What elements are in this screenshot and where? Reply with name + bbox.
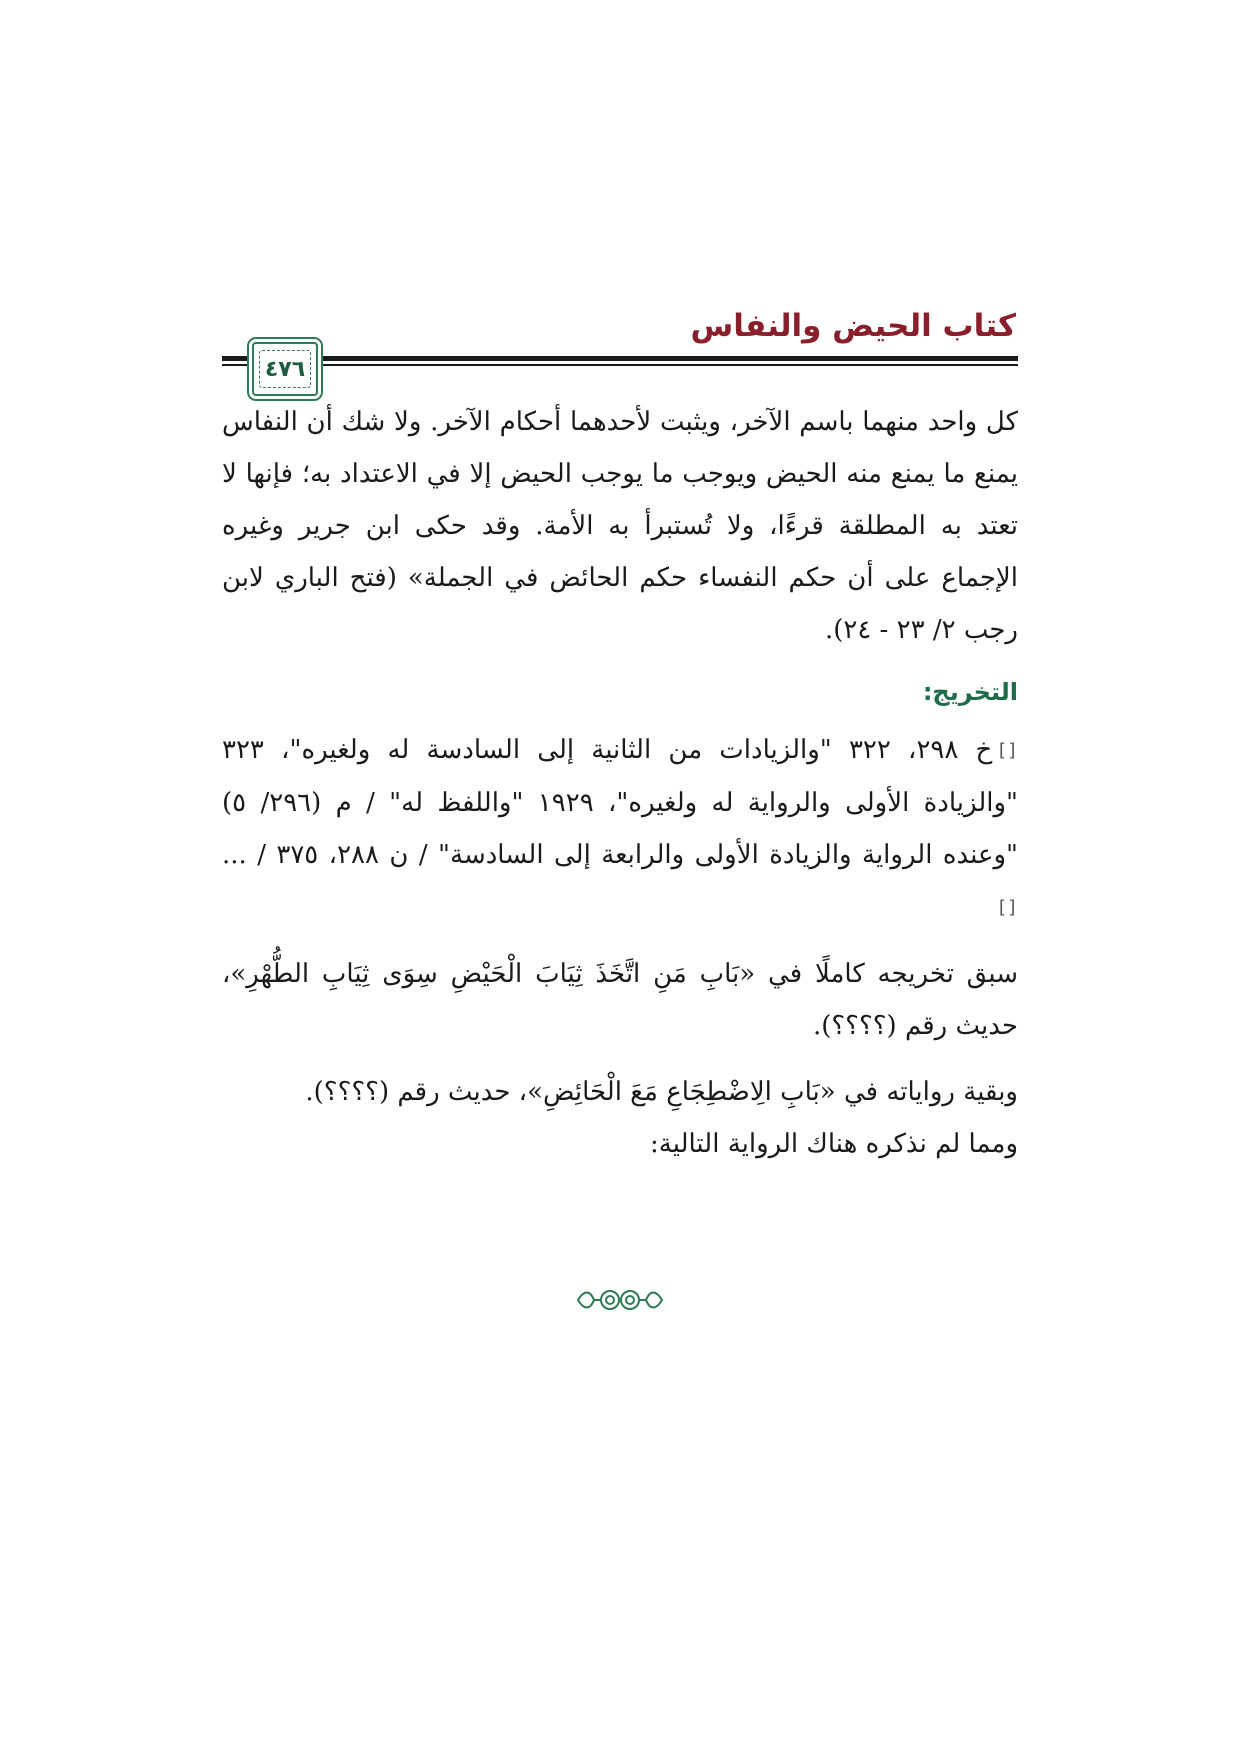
takhrij-paragraph [222,724,1018,934]
takhrij-text: خ ٢٩٨، ٣٢٢ "والزيادات من الثانية إلى السادسة له ولغيره"، ٣٢٣ "والزيادة الأولى والرواية له ولغيره"، ١٩٢٩ "واللفظ له" / م (٢٩٦/ ٥) "وعنده الرواية والزيادة الأولى والرابعة إلى السادسة" / ن ٢٨٨، ٣٧٥ / ... [222,735,1018,870]
book-title: كتاب الحيض والنفاس [690,308,1016,344]
header-rule-thick [222,356,1018,361]
header-rule-thin [222,364,1018,366]
page-number-frame [252,342,318,396]
bracket-marker-icon: [] [996,740,1019,761]
page-header [222,308,1018,398]
floral-divider-icon [574,1284,666,1316]
body-paragraph-4: ومما لم نذكره هناك الرواية التالية: [650,1129,1018,1159]
section-heading: التخريج: [922,678,1018,706]
page-number: ٤٧٦ [259,350,311,388]
body-paragraph-2: سبق تخريجه كاملًا في «بَابِ مَنِ اتَّخَذَ ثِيَابَ الْحَيْضِ سِوَى ثِيَابِ الطُّهْرِ»، حديث رقم (؟؟؟؟). [222,959,1018,1041]
body-paragraph-1: كل واحد منهما باسم الآخر، ويثبت لأحدهما أحكام الآخر. ولا شك أن النفاس يمنع ما يمنع منه الحيض ويوجب ما يوجب الحيض إلا في الاعتداد به؛ فإنها لا تعتد به المطلقة قرءًا، ولا تُستبرأ به الأمة. وقد حكى ابن جرير وغيره الإجماع على أن حكم النفساء حكم الحائض في الجملة» (فتح الباري لابن رجب ٢/ ٢٣ - ٢٤). [222,407,1018,645]
page-body [222,396,1018,1170]
body-paragraph-3: وبقية رواياته في «بَابِ الِاضْطِجَاعِ مَعَ الْحَائِضِ»، حديث رقم (؟؟؟؟). [305,1077,1018,1107]
bracket-end-marker-icon: [] [996,897,1018,918]
